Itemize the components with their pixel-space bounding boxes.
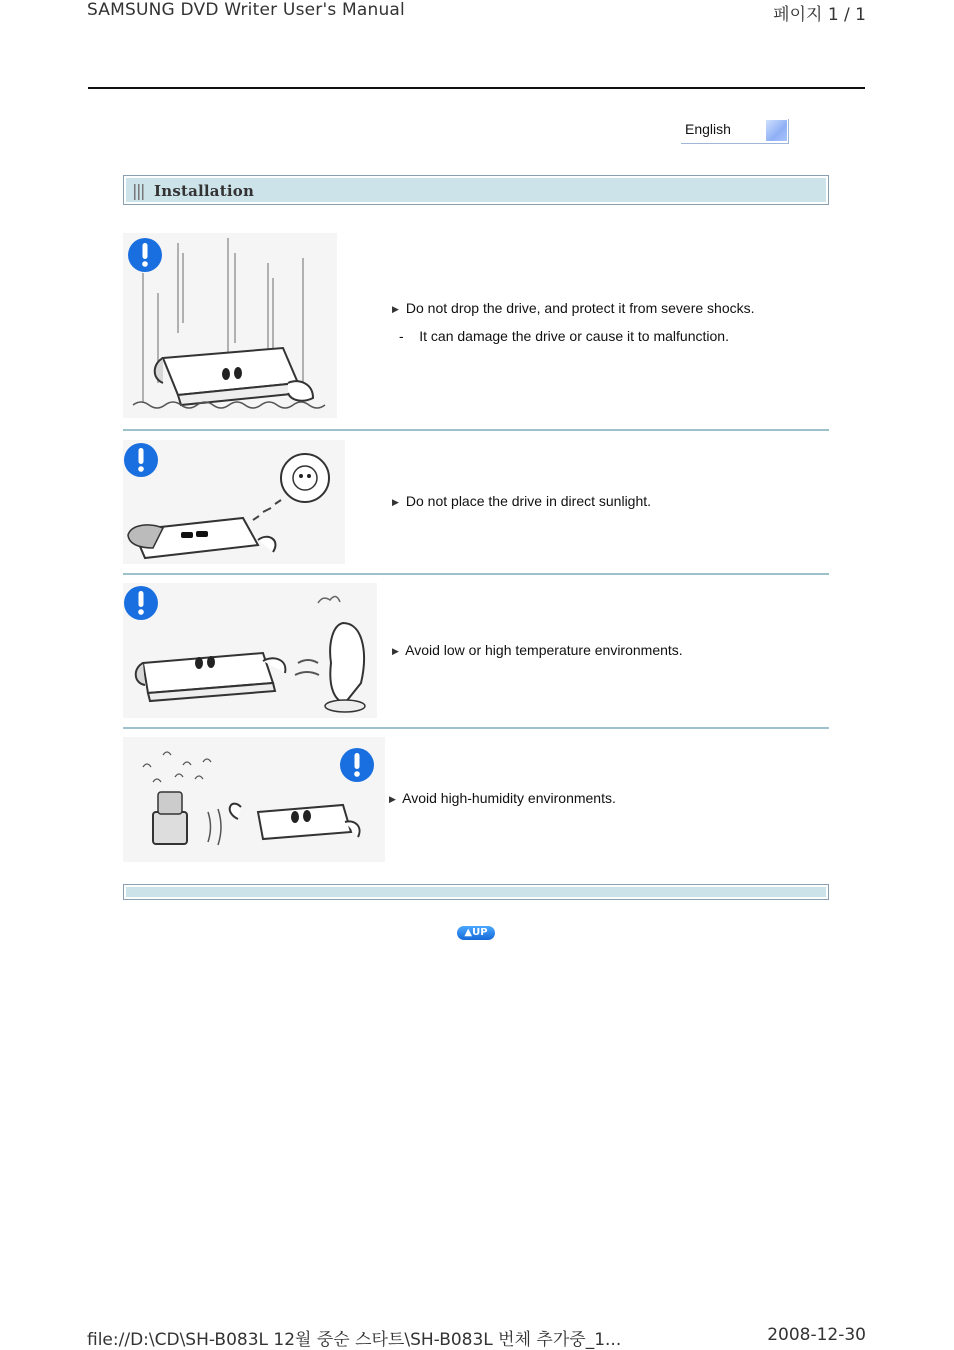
document-title: SAMSUNG DVD Writer User's Manual	[87, 0, 405, 20]
bullet-arrow-icon: ▶	[389, 794, 396, 804]
section-header	[123, 175, 829, 205]
temperature-illustration	[123, 583, 377, 718]
humidity-illustration	[123, 737, 385, 862]
header-divider	[88, 87, 865, 89]
row-divider	[123, 727, 829, 729]
row-divider	[123, 429, 829, 431]
sunlight-illustration	[123, 440, 345, 564]
section-footer-bar	[123, 884, 829, 900]
language-dropdown-button[interactable]	[766, 120, 787, 141]
page-indicator: 페이지 1 / 1	[773, 5, 866, 25]
file-path: file://D:\CD\SH-B083L 12월 중순 스타트\SH-B083L 번체 추가중_1...	[87, 1330, 622, 1350]
row-4-bullet: ▶ Avoid high-humidity environments.	[389, 790, 616, 806]
scroll-to-top-button[interactable]: ▲UP	[457, 926, 495, 940]
language-label: English	[685, 121, 731, 137]
language-selector[interactable]	[681, 119, 789, 144]
row-2-bullet: ▶ Do not place the drive in direct sunlight.	[392, 493, 652, 509]
bullet-arrow-icon: ▶	[392, 304, 399, 314]
row-1-subnote: - It can damage the drive or cause it to malfunction.	[399, 328, 729, 344]
bullet-arrow-icon: ▶	[392, 646, 399, 656]
bullet-arrow-icon: ▶	[392, 497, 399, 507]
drop-shock-illustration	[123, 233, 337, 418]
section-title: Installation	[154, 182, 255, 200]
print-date: 2008-12-30	[767, 1325, 866, 1345]
row-divider	[123, 573, 829, 575]
row-3-bullet: ▶ Avoid low or high temperature environments.	[392, 642, 683, 658]
section-lines-icon	[134, 184, 144, 200]
row-1-bullet: ▶ Do not drop the drive, and protect it from severe shocks.	[392, 300, 755, 316]
